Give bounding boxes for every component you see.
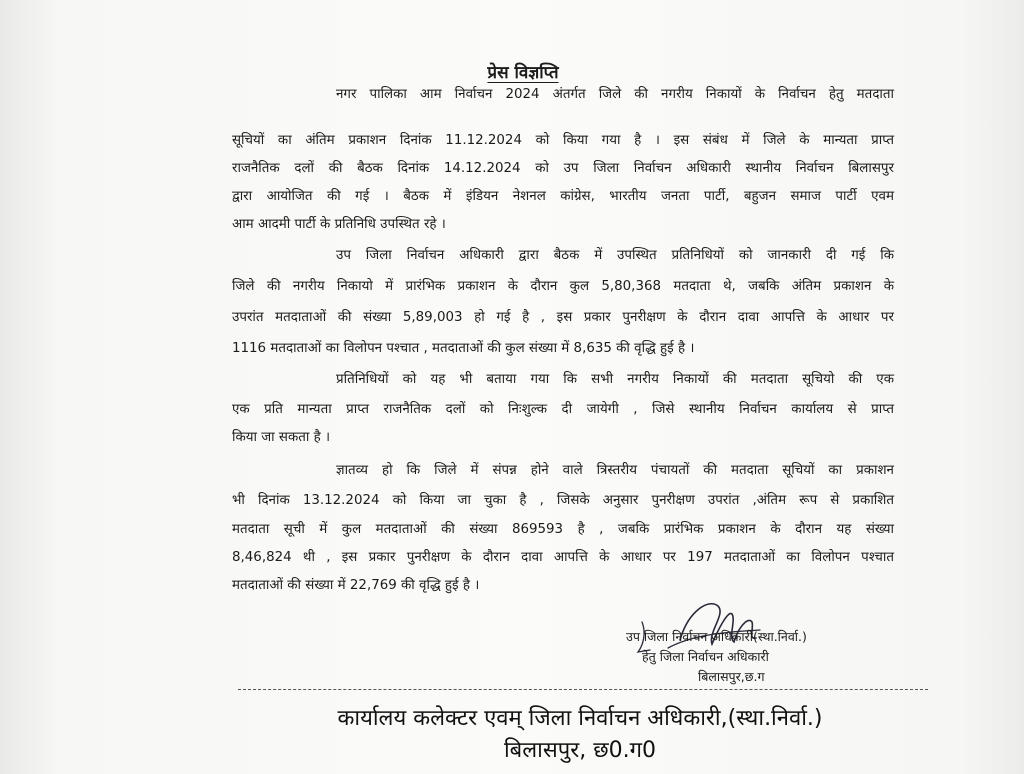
body-line: 1116 मतदाताओं का विलोपन पश्चात , मतदाताओं की कुल संख्या में 8,635 की वृद्धि हुई है । bbox=[232, 341, 695, 356]
body-line: भी दिनांक 13.12.2024 को किया जा चुका है , जिसके अनुसार पुनरीक्षण उपरांत ,अंतिम रूप से प्रकाशित bbox=[232, 493, 894, 508]
signatory-designation: उप जिला निर्वाचन अधिकारी(स्था.निर्वा.) bbox=[626, 629, 807, 644]
body-line: द्वारा आयोजित की गई । बैठक में इंडियन नेशनल कांग्रेस, भारतीय जनता पार्टी, बहुजन समाज पार्टी एवम bbox=[232, 189, 894, 204]
body-line: सूचियों का अंतिम प्रकाशन दिनांक 11.12.2024 को किया गया है । इस संबंध में जिले के मान्यता प्राप्त bbox=[232, 133, 894, 148]
signature-block bbox=[600, 592, 860, 688]
body-line: मतदाता सूची में कुल मतदाताओं की संख्या 869593 है , जबकि प्रारंभिक प्रकाशन के दौरान यह संख्या bbox=[232, 522, 894, 537]
body-line: जिले की नगरीय निकायो में प्रारंभिक प्रकाशन के दौरान कुल 5,80,368 मतदाता थे, जबकि अंतिम प्रकाशन के bbox=[232, 279, 894, 294]
body-line: एक प्रति मान्यता प्राप्त राजनैतिक दलों को निःशुल्क दी जायेगी , जिसे स्थानीय निर्वाचन कार्यालय से प्राप्त bbox=[232, 402, 894, 417]
body-line: आम आदमी पार्टी के प्रतिनिधि उपस्थित रहे । bbox=[232, 217, 446, 232]
footer-place: बिलासपुर, छ0.ग0 bbox=[503, 738, 657, 763]
body-line: मतदाताओं की संख्या में 22,769 की वृद्धि हुई है । bbox=[232, 578, 480, 593]
signatory-role: हेतु जिला निर्वाचन अधिकारी bbox=[642, 649, 769, 664]
body-line: नगर पालिका आम निर्वाचन 2024 अंतर्गत जिले की नगरीय निकायों के निर्वाचन हेतु मतदाता bbox=[336, 87, 894, 102]
signatory-place: बिलासपुर,छ.ग bbox=[698, 669, 765, 684]
body-line: ज्ञातव्य हो कि जिले में संपन्न होने वाले त्रिस्तरीय पंचायतों की मतदाता सूचियों का प्रकाशन bbox=[336, 463, 894, 478]
divider bbox=[238, 689, 928, 690]
body-line: प्रतिनिधियों को यह भी बताया गया कि सभी नगरीय निकायों की मतदाता सूचियो की एक bbox=[336, 372, 894, 387]
footer-office: कार्यालय कलेक्टर एवम् जिला निर्वाचन अधिकारी,(स्था.निर्वा.) bbox=[337, 706, 823, 731]
body-line: 8,46,824 थी , इस प्रकार पुनरीक्षण के दौरान दावा आपत्ति के आधार पर 197 मतदाताओं का विलोपन पश्चात bbox=[232, 550, 894, 565]
document-title: प्रेस विज्ञप्ति bbox=[487, 63, 559, 83]
body-line: उप जिला निर्वाचन अधिकारी द्वारा बैठक में उपस्थित प्रतिनिधियों को जानकारी दी गई कि bbox=[336, 248, 894, 263]
body-line: किया जा सकता है । bbox=[232, 430, 331, 445]
body-line: उपरांत मतदाताओं की संख्या 5,89,003 हो गई है , इस प्रकार पुनरीक्षण के दौरान दावा आपत्ति के आधार पर bbox=[232, 310, 894, 325]
body-line: राजनैतिक दलों की बैठक दिनांक 14.12.2024 को उप जिला निर्वाचन अधिकारी स्थानीय निर्वाचन बिलासपुर bbox=[232, 161, 894, 176]
